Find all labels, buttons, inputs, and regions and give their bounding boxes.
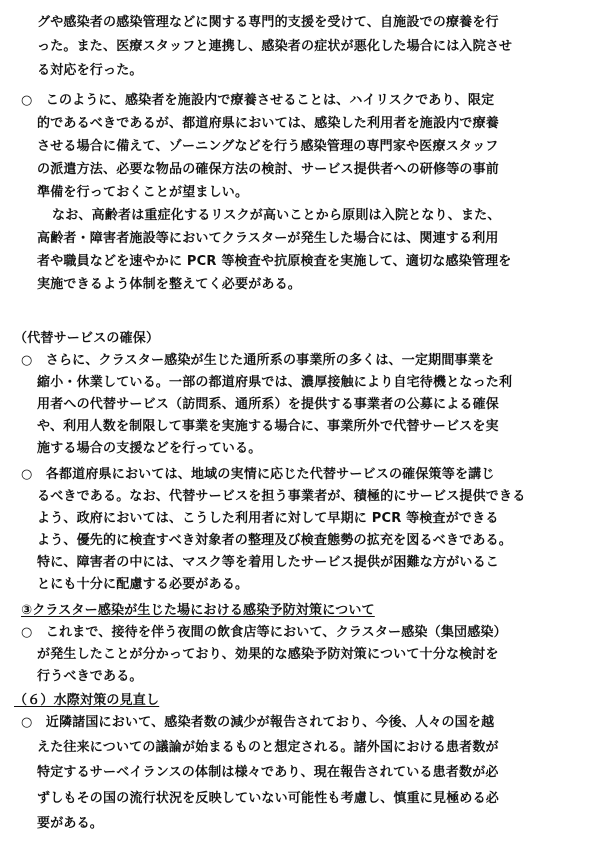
section-heading: （６）水際対策の見直し (14, 693, 160, 708)
text-line: 施する場合の支援などを行っている。 (37, 441, 262, 456)
text-line: させる場合に備えて、ゾーニングなどを行う感染管理の専門家や医療スタッフ (37, 139, 499, 154)
text-line: る対応を行った。 (37, 63, 143, 78)
text-line: 縮小・休業している。一部の都道府県では、濃厚接触により自宅待機となった利 (37, 375, 513, 390)
section-heading: （代替サービスの確保） (14, 331, 160, 346)
bullet-paragraph-line: ○ さらに、クラスター感染が生じた通所系の事業所の多くは、一定期間事業を (21, 353, 495, 368)
subsection-heading: ③クラスター感染が生じた場における感染予防対策について (21, 603, 375, 618)
text-line: 用者への代替サービス（訪問系、通所系）を提供する事業者の公募による確保 (37, 397, 500, 412)
text-line: 要がある。 (37, 816, 104, 831)
text-line: が発生したことが分かっており、効果的な感染予防対策について十分な検討を (37, 647, 499, 662)
text-line: 的であるべきであるが、都道府県においては、感染した利用者を施設内で療養 (37, 116, 500, 131)
bullet-paragraph-line: ○ これまで、接待を伴う夜間の飲食店等において、クラスター感染（集団感染） (21, 625, 507, 640)
text-line: 特定するサーベイランスの体制は様々であり、現在報告されている患者数が必 (37, 765, 499, 780)
text-line: 高齢者・障害者施設等においてクラスターが発生した場合には、関連する利用 (37, 231, 499, 246)
text-line: 特に、障害者の中には、マスク等を着用したサービス提供が困難な方がいるこ (37, 555, 500, 570)
bullet-paragraph-line: ○ 近隣諸国において、感染者数の減少が報告されており、今後、人々の国を越 (21, 715, 495, 730)
text-line: 行うべきである。 (37, 669, 143, 684)
text-line: 準備を行っておくことが望ましい。 (37, 185, 249, 200)
text-line: や、利用人数を制限して事業を実施する場合に、事業所外で代替サービスを実 (37, 419, 499, 434)
text-line: とにも十分に配慮する必要がある。 (37, 577, 249, 592)
text-line: よう、優先的に検査すべき対象者の整理及び検査態勢の拡充を図るべきである。 (37, 533, 512, 548)
text-line: 者や職員などを速やかに PCR 等検査や抗原検査を実施して、適切な感染管理を (37, 254, 512, 269)
text-line: 実施できるよう体制を整えてく必要がある。 (37, 277, 302, 292)
text-line: ずしもその国の流行状況を反映していない可能性も考慮し、慎重に見極める必 (37, 791, 500, 806)
indented-line: なお、高齢者は重症化するリスクが高いことから原則は入院となり、また、 (52, 208, 501, 223)
text-line: よう、政府においては、こうした利用者に対して早期に PCR 等検査ができる (37, 511, 499, 526)
text-line: グや感染者の感染管理などに関する専門的支援を受けて、自施設での療養を行 (37, 15, 499, 30)
text-line: えた往来についての議論が始まるものと想定される。諸外国における患者数が (37, 740, 499, 755)
text-line: るべきである。なお、代替サービスを担う事業者が、積極的にサービス提供できる (37, 489, 526, 504)
text-line: った。また、医療スタッフと連携し、感染者の症状が悪化した場合には入院させ (37, 39, 513, 54)
bullet-paragraph-line: ○ 各都道府県においては、地域の実情に応じた代替サービスの確保策等を講じ (21, 467, 495, 482)
text-line: の派遣方法、必要な物品の確保方法の検討、サービス提供者への研修等の事前 (37, 162, 500, 177)
bullet-paragraph-line: ○ このように、感染者を施設内で療養させることは、ハイリスクであり、限定 (21, 93, 495, 108)
